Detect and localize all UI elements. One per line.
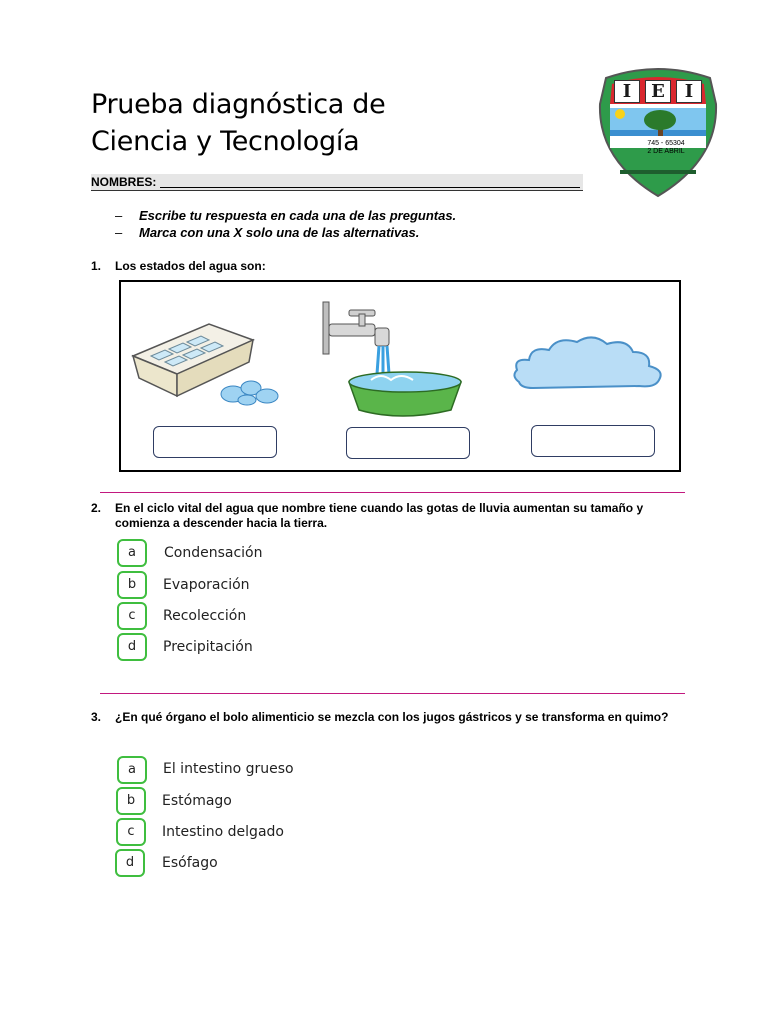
logo-letters — [614, 80, 702, 103]
option-d-label: Esófago — [162, 855, 218, 871]
page-title — [91, 86, 385, 160]
names-field[interactable] — [91, 174, 583, 191]
option-d-label: Precipitación — [163, 639, 253, 655]
title-line-2: Ciencia y Tecnología — [91, 126, 360, 157]
question-number: 1. — [91, 259, 102, 273]
question-1 — [91, 259, 691, 275]
logo-text — [636, 140, 696, 156]
option-b-label: Estómago — [162, 793, 232, 809]
faucet-basin-icon — [321, 298, 471, 422]
names-underline — [160, 175, 580, 188]
water-states-frame — [119, 280, 681, 472]
option-a-label: El intestino grueso — [163, 761, 294, 777]
option-c-label: Intestino delgado — [162, 824, 284, 840]
option-a-label: Condensación — [164, 545, 263, 561]
cloud-icon — [509, 332, 669, 398]
answer-box-liquid[interactable] — [346, 427, 470, 459]
answer-box-gas[interactable] — [531, 425, 655, 457]
names-label: NOMBRES: — [91, 175, 157, 189]
option-d-checkbox[interactable]: d — [117, 633, 147, 661]
option-a-checkbox[interactable]: a — [117, 539, 147, 567]
answer-box-solid[interactable] — [153, 426, 277, 458]
separator-line — [100, 693, 685, 694]
instruction-text: Marca con una X solo una de las alternativas. — [139, 225, 420, 240]
logo-letter: I — [676, 80, 702, 103]
title-line-1: Prueba diagnóstica de — [91, 89, 386, 120]
option-b-checkbox[interactable]: b — [116, 787, 146, 815]
option-c-label: Recolección — [163, 608, 247, 624]
option-b-label: Evaporación — [163, 577, 250, 593]
option-c-checkbox[interactable]: c — [117, 602, 147, 630]
instruction-dash: – — [115, 208, 123, 223]
logo-letter: I — [614, 80, 640, 103]
question-text: En el ciclo vital del agua que nombre tiene cuando las gotas de lluvia aumentan su tamaño y comienza a descender hacia la tierra. — [115, 501, 644, 530]
option-a-checkbox[interactable]: a — [117, 756, 147, 784]
question-number: 3. — [91, 710, 102, 724]
instruction-text: Escribe tu respuesta en cada una de las preguntas. — [139, 208, 457, 223]
logo-letter: E — [645, 80, 671, 103]
question-number: 2. — [91, 501, 102, 515]
question-text: Los estados del agua son: — [115, 259, 266, 273]
question-text: ¿En qué órgano el bolo alimenticio se mezcla con los jugos gástricos y se transforma en quimo? — [115, 710, 669, 724]
logo-school-name: 2 DE ABRIL — [647, 148, 685, 155]
question-3 — [91, 710, 691, 742]
option-d-checkbox[interactable]: d — [115, 849, 145, 877]
option-c-checkbox[interactable]: c — [116, 818, 146, 846]
instruction-1 — [115, 208, 456, 223]
separator-line — [100, 492, 685, 493]
school-logo — [598, 64, 718, 198]
question-2 — [91, 501, 691, 533]
logo-phone: 745 - 65304 — [647, 140, 685, 147]
instruction-2 — [115, 225, 419, 240]
ice-tray-icon — [129, 316, 289, 410]
instruction-dash: – — [115, 225, 123, 240]
option-b-checkbox[interactable]: b — [117, 571, 147, 599]
